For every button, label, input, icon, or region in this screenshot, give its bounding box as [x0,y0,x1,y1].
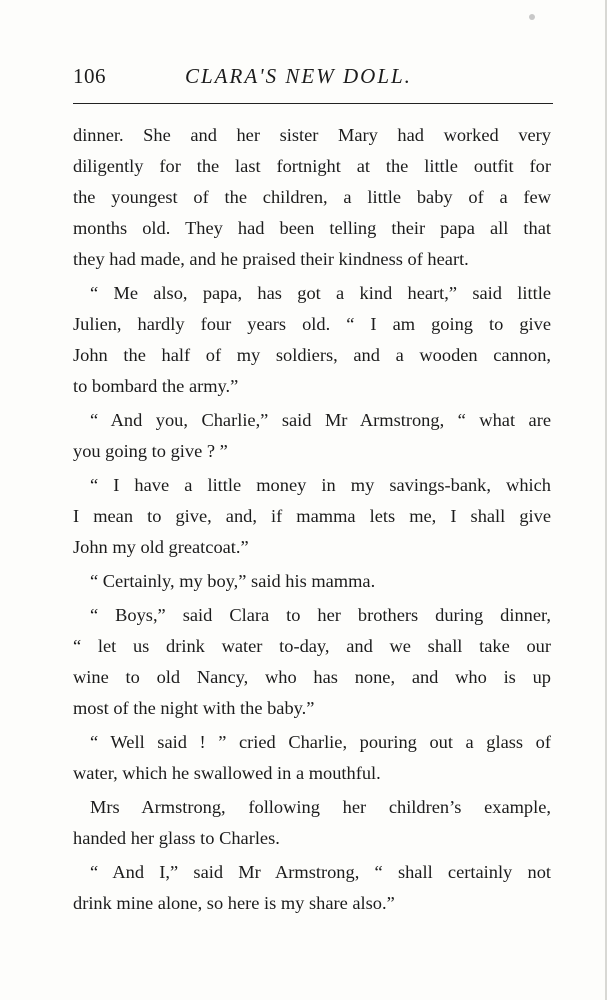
text-line: “ And I,” said Mr Armstrong, “ shall certainly not [90,862,551,882]
text-line: “ And you, Charlie,” said Mr Armstrong, “ what are [90,410,551,430]
page-number: 106 [73,64,106,88]
page-header [73,64,553,94]
text-line: “ I have a little money in my savings-bank, which [90,475,551,495]
text-line: wine to old Nancy, who has none, and who is up [73,667,551,687]
text-line: Julien, hardly four years old. “ I am going to give [73,314,551,334]
text-line: months old. They had been telling their papa all that [73,218,551,238]
text-line: drink mine alone, so here is my share also.” [73,893,395,913]
text-line: handed her glass to Charles. [73,828,280,848]
text-line: Mrs Armstrong, following her children’s example, [90,797,551,817]
text-line: dinner. She and her sister Mary had worked very [73,125,551,145]
header-rule [73,103,553,104]
text-line: “ Boys,” said Clara to her brothers during dinner, [90,605,551,625]
text-line: diligently for the last fortnight at the little outfit for [73,156,551,176]
text-line: to bombard the army.” [73,376,239,396]
text-line: I mean to give, and, if mamma lets me, I shall give [73,506,551,526]
text-line: “ Well said ! ” cried Charlie, pouring out a glass of [90,732,551,752]
body-text [73,120,551,919]
text-line: John the half of my soldiers, and a wooden cannon, [73,345,551,365]
text-line: the youngest of the children, a little baby of a few [73,187,551,207]
text-line: most of the night with the baby.” [73,698,315,718]
text-line: they had made, and he praised their kindness of heart. [73,249,469,269]
paper-spot [529,14,535,20]
text-line: you going to give ? ” [73,441,228,461]
text-line: “ let us drink water to-day, and we shall take our [73,636,551,656]
running-title: CLARA'S NEW DOLL. [185,64,412,88]
text-line: “ Certainly, my boy,” said his mamma. [90,571,376,591]
text-line: water, which he swallowed in a mouthful. [73,763,381,783]
text-line: “ Me also, papa, has got a kind heart,” said little [90,283,551,303]
text-line: John my old greatcoat.” [73,537,249,557]
